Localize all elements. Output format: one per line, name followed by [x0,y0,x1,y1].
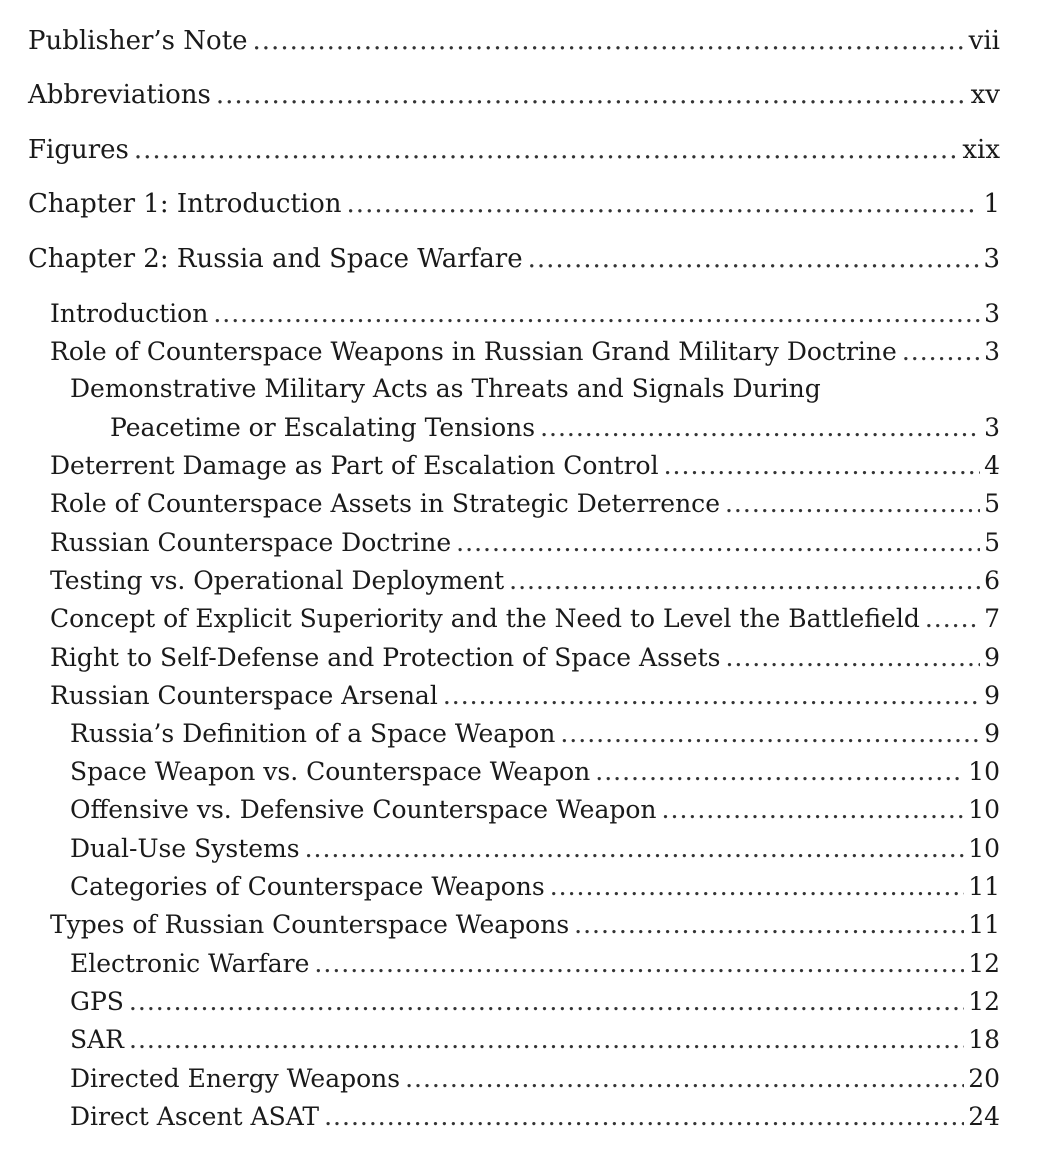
toc-entry-title: Russian Counterspace Doctrine [50,528,452,557]
toc-entry-page: 9 [984,681,1000,710]
toc-entry-page: 20 [968,1064,1000,1093]
toc-entry-page: 10 [968,795,1000,824]
toc-entry-publishers-note [28,26,1000,56]
toc-entry-directed-energy-weapons [70,1064,1000,1094]
toc-entry-gps [70,987,1000,1017]
toc-entry-page: 7 [984,604,1000,633]
toc-entry-page: 11 [968,872,1000,901]
toc-entry-title: Deterrent Damage as Part of Escalation Control [50,451,659,480]
toc-entry-testing-vs-operational [50,566,1000,596]
toc-entry-page: vii [968,26,1000,56]
toc-entry-page: xv [970,80,1000,110]
toc-entry-dual-use-systems [70,834,1000,864]
toc-entry-role-of-counterspace-weapons [50,337,1000,367]
dot-leader [456,528,980,558]
toc-entry-title: GPS [70,987,124,1016]
toc-entry-right-to-self-defense [50,643,1000,673]
toc-entry-title: Direct Ascent ASAT [70,1102,320,1131]
dot-leader [902,337,980,367]
toc-entry-introduction [50,299,1000,329]
toc-entry-sar [70,1025,1000,1055]
toc-entry-title: Figures [28,135,129,165]
dot-leader [725,489,980,519]
toc-entry-page: 12 [968,949,1000,978]
toc-entry-title: Chapter 1: Introduction [28,189,342,219]
dot-leader [443,681,980,711]
toc-entry-page: 3 [984,413,1000,442]
dot-leader [324,1102,964,1132]
toc-entry-title: Dual-Use Systems [70,834,300,863]
toc-entry-page: 3 [984,337,1000,366]
toc-entry-page: 6 [984,566,1000,595]
toc-entry-title: Russian Counterspace Arsenal [50,681,438,710]
toc-entry-page: 10 [968,757,1000,786]
toc-entry-title: Chapter 2: Russia and Space Warfare [28,244,523,274]
toc-entry-title: Testing vs. Operational Deployment [50,566,505,595]
dot-leader [253,26,965,56]
dot-leader [540,413,980,443]
dot-leader [213,299,980,329]
toc-entry-definition-of-space-weapon [70,719,1000,749]
dot-leader [129,987,964,1017]
toc-entry-title: Offensive vs. Defensive Counterspace Weapon [70,795,657,824]
toc-entry-title: Directed Energy Weapons [70,1064,401,1093]
toc-entry-page: xix [962,135,1000,165]
dot-leader [664,451,980,481]
toc-entry-page: 5 [984,489,1000,518]
toc-entry-title: Russia’s Definition of a Space Weapon [70,719,556,748]
toc-entry-categories-of-counterspace [70,872,1000,902]
toc-entry-title: Types of Russian Counterspace Weapons [50,910,570,939]
toc-entry-deterrent-damage [50,451,1000,481]
toc-entry-page: 4 [984,451,1000,480]
dot-leader [550,872,964,902]
toc-entry-page: 9 [984,719,1000,748]
toc-entry-abbreviations [28,80,1000,110]
dot-leader [314,949,964,979]
toc-entry-title: Categories of Counterspace Weapons [70,872,545,901]
toc-entry-chapter-2 [28,244,1000,274]
toc-entry-page: 10 [968,834,1000,863]
dot-leader [925,604,980,634]
toc-entry-space-vs-counterspace [70,757,1000,787]
toc-entry-figures [28,135,1000,165]
toc-entry-title: Role of Counterspace Weapons in Russian Grand Military Doctrine [50,337,897,366]
dot-leader [305,834,965,864]
dot-leader [574,910,964,940]
dot-leader [405,1064,964,1094]
dot-leader [129,1025,964,1055]
toc-entry-page: 1 [983,189,1000,219]
toc-entry-russian-counterspace-doctrine [50,528,1000,558]
toc-entry-demonstrative-acts-line2 [110,413,1000,443]
toc-entry-page: 3 [984,299,1000,328]
toc-entry-page: 3 [983,244,1000,274]
toc-entry-role-of-counterspace-assets [50,489,1000,519]
dot-leader [560,719,980,749]
toc-entry-title: Electronic Warfare [70,949,310,978]
toc-entry-title: Publisher’s Note [28,26,248,56]
toc-entry-electronic-warfare [70,949,1000,979]
toc-entry-title: Introduction [50,299,209,328]
toc-entry-page: 9 [984,643,1000,672]
toc-entry-demonstrative-acts-line1: Demonstrative Military Acts as Threats and Signals During [70,374,821,403]
toc-entry-title: Abbreviations [28,80,211,110]
dot-leader [725,643,980,673]
toc-entry-page: 5 [984,528,1000,557]
toc-entry-page: 11 [968,910,1000,939]
toc-entry-page: 12 [968,987,1000,1016]
toc-entry-page: 18 [968,1025,1000,1054]
dot-leader [662,795,965,825]
toc-entry-title: Concept of Explicit Superiority and the Need to Level the Battlefield [50,604,920,633]
toc-entry-title: SAR [70,1025,125,1054]
toc-entry-title: Right to Self-Defense and Protection of Space Assets [50,643,721,672]
dot-leader [528,244,980,274]
toc-entry-page: 24 [968,1102,1000,1131]
toc-entry-offensive-vs-defensive [70,795,1000,825]
toc-entry-chapter-1 [28,189,1000,219]
toc-entry-direct-ascent-asat [70,1102,1000,1132]
dot-leader [509,566,980,596]
toc-entry-types-of-russian-counterspace [50,910,1000,940]
toc-entry-explicit-superiority [50,604,1000,634]
dot-leader [216,80,967,110]
toc-entry-title: Peacetime or Escalating Tensions [110,413,536,442]
dot-leader [134,135,958,165]
dot-leader [347,189,980,219]
toc-entry-title: Space Weapon vs. Counterspace Weapon [70,757,591,786]
dot-leader [595,757,964,787]
toc-entry-title: Role of Counterspace Assets in Strategic Deterrence [50,489,720,518]
toc-entry-russian-counterspace-arsenal [50,681,1000,711]
